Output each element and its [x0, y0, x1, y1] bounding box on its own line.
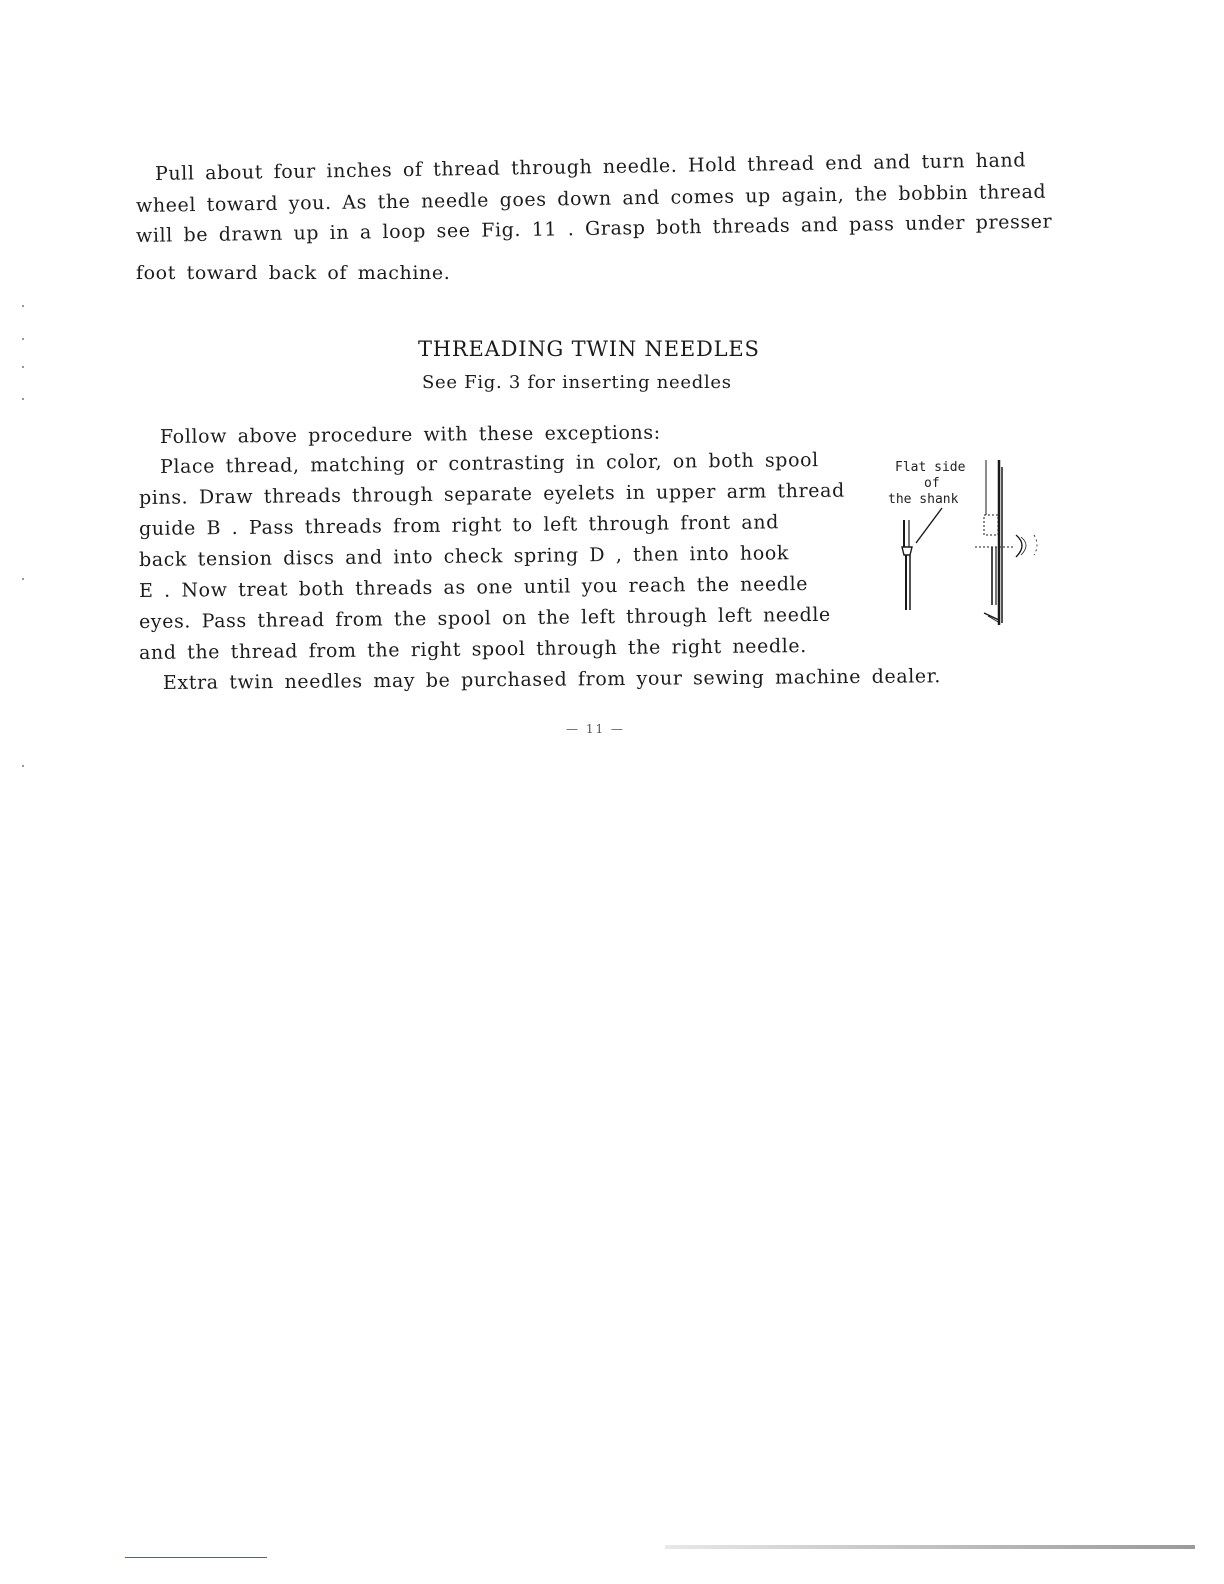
text-line: back tension discs and into check spring D , then into hook — [138, 542, 790, 571]
margin-mark — [22, 366, 24, 368]
margin-mark — [22, 765, 24, 767]
text-line: Follow above procedure with these exceptions: — [159, 421, 661, 448]
text-line: Place thread, matching or contrasting in color, on both spool — [159, 449, 819, 478]
margin-mark — [22, 578, 24, 580]
text-line: eyes. Pass thread from the spool on the left through left needle — [138, 603, 831, 633]
margin-mark — [22, 305, 24, 307]
text-line: foot toward back of machine. — [136, 262, 451, 284]
margin-mark — [22, 398, 24, 400]
text-line: E . Now treat both threads as one until you reach the needle — [138, 572, 809, 602]
text-line: guide B . Pass threads from right to left through front and — [138, 511, 780, 540]
text-line: will be drawn up in a loop see Fig. 11 . Grasp both threads and pass under presser — [135, 210, 1053, 247]
section-heading: THREADING TWIN NEEDLES — [418, 337, 760, 361]
margin-mark — [22, 338, 24, 340]
text-line: and the thread from the right spool through the right needle. — [138, 635, 807, 664]
page-number: — 11 — — [566, 722, 625, 736]
needle-illustration — [880, 455, 1050, 635]
figure-label-line1: Flat side — [895, 460, 966, 475]
text-line: wheel toward you. As the needle goes down and comes up again, the bobbin thread — [135, 180, 1047, 217]
text-line: Pull about four inches of thread through needle. Hold thread end and turn hand — [154, 149, 1027, 185]
text-line: pins. Draw threads through separate eyelets in upper arm thread — [138, 479, 845, 509]
figure-label-line3: the shank — [888, 492, 959, 507]
scan-edge-line — [125, 1557, 267, 1558]
text-line: Extra twin needles may be purchased from your sewing machine dealer. — [162, 665, 942, 694]
figure-label-line2: of — [924, 476, 940, 491]
scan-edge-bar — [665, 1545, 1195, 1549]
section-subheading: See Fig. 3 for inserting needles — [422, 372, 732, 393]
